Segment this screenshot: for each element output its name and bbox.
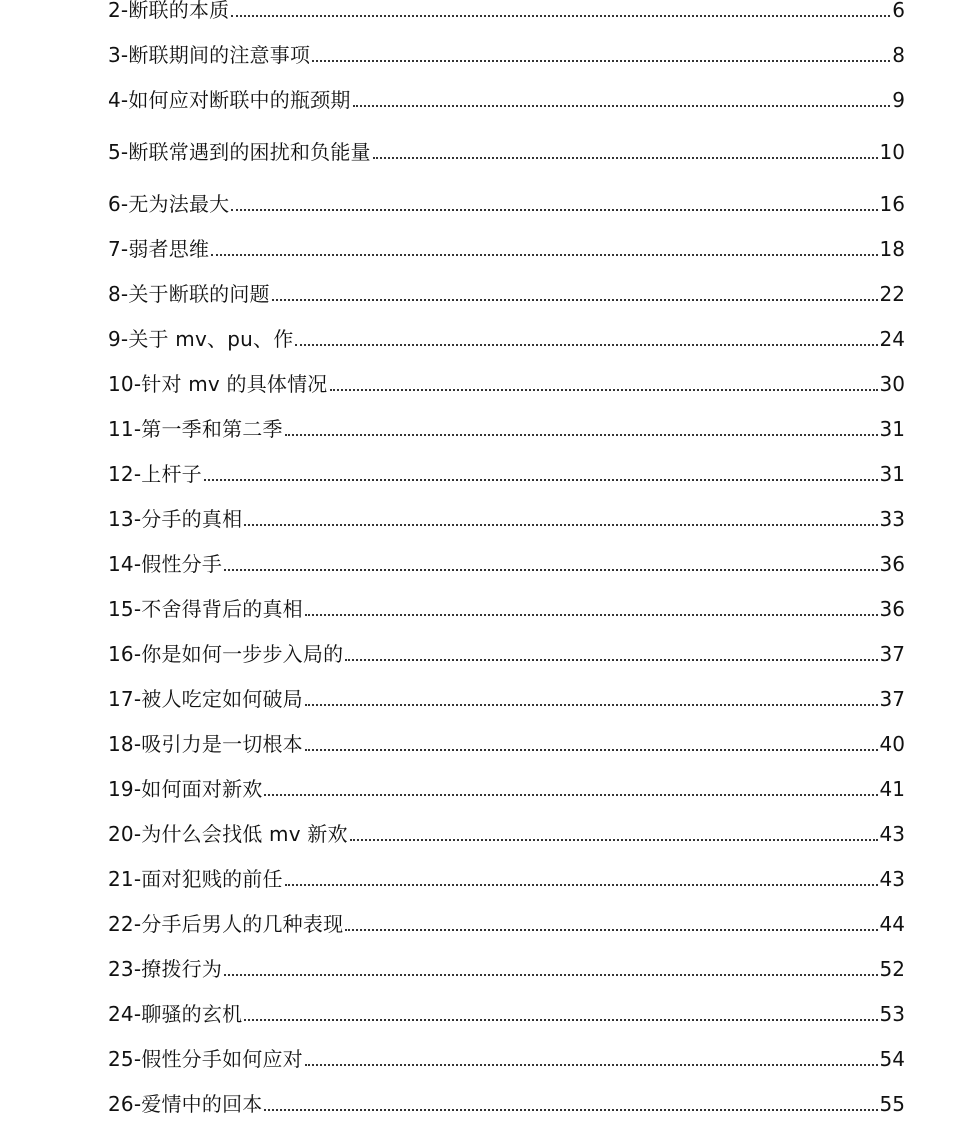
toc-dot-leader bbox=[350, 839, 878, 841]
toc-entry-page: 33 bbox=[879, 507, 905, 531]
toc-dot-leader bbox=[305, 704, 878, 706]
toc-entry[interactable] bbox=[108, 546, 905, 576]
toc-entry-page: 8 bbox=[892, 43, 905, 67]
toc-dot-leader bbox=[204, 479, 878, 481]
toc-entry[interactable] bbox=[108, 996, 905, 1026]
toc-dot-leader bbox=[295, 344, 877, 346]
toc-entry[interactable] bbox=[108, 411, 905, 441]
toc-entry[interactable] bbox=[108, 276, 905, 306]
toc-dot-leader bbox=[231, 209, 877, 211]
toc-entry[interactable] bbox=[108, 816, 905, 846]
toc-entry-page: 31 bbox=[879, 462, 905, 486]
toc-entry-title: 6-无为法最大 bbox=[108, 192, 230, 216]
toc-entry-title: 22-分手后男人的几种表现 bbox=[108, 912, 344, 936]
toc-entry-title: 23-撩拨行为 bbox=[108, 957, 223, 981]
toc-entry-page: 31 bbox=[879, 417, 905, 441]
toc-entry-page: 41 bbox=[879, 777, 905, 801]
toc-entry[interactable] bbox=[108, 456, 905, 486]
toc-entry-title: 4-如何应对断联中的瓶颈期 bbox=[108, 88, 351, 112]
toc-dot-leader bbox=[373, 157, 878, 159]
toc-entry[interactable] bbox=[108, 186, 905, 216]
toc-entry-page: 24 bbox=[879, 327, 905, 351]
toc-entry[interactable] bbox=[108, 501, 905, 531]
toc-entry[interactable] bbox=[108, 591, 905, 621]
toc-entry-page: 18 bbox=[879, 237, 905, 261]
toc-dot-leader bbox=[231, 15, 890, 17]
toc-entry-page: 55 bbox=[879, 1092, 905, 1116]
toc-entry[interactable] bbox=[108, 321, 905, 351]
toc-dot-leader bbox=[211, 254, 877, 256]
toc-entry-page: 54 bbox=[879, 1047, 905, 1071]
toc-entry-title: 16-你是如何一步步入局的 bbox=[108, 642, 344, 666]
toc-dot-leader bbox=[330, 389, 878, 391]
toc-entry[interactable] bbox=[108, 951, 905, 981]
toc-entry-title: 7-弱者思维 bbox=[108, 237, 210, 261]
toc-entry[interactable] bbox=[108, 231, 905, 261]
toc-entry-page: 40 bbox=[879, 732, 905, 756]
toc-dot-leader bbox=[345, 659, 877, 661]
toc-entry-title: 19-如何面对新欢 bbox=[108, 777, 263, 801]
toc-entry-title: 17-被人吃定如何破局 bbox=[108, 687, 303, 711]
toc-entry-title: 12-上杆子 bbox=[108, 462, 202, 486]
toc-entry[interactable] bbox=[108, 771, 905, 801]
toc-entry[interactable] bbox=[108, 906, 905, 936]
toc-entry-title: 18-吸引力是一切根本 bbox=[108, 732, 303, 756]
toc-entry-page: 22 bbox=[879, 282, 905, 306]
toc-dot-leader bbox=[305, 1064, 878, 1066]
toc-entry-page: 43 bbox=[879, 822, 905, 846]
toc-entry[interactable] bbox=[108, 681, 905, 711]
toc-entry-page: 44 bbox=[879, 912, 905, 936]
toc-entry-title: 10-针对 mv 的具体情况 bbox=[108, 372, 328, 396]
toc-dot-leader bbox=[285, 884, 878, 886]
toc-entry-page: 36 bbox=[879, 597, 905, 621]
toc-entry-title: 9-关于 mv、pu、作 bbox=[108, 327, 294, 351]
toc-dot-leader bbox=[264, 1109, 877, 1111]
toc-entry-page: 16 bbox=[879, 192, 905, 216]
toc-dot-leader bbox=[353, 105, 891, 107]
toc-entry[interactable] bbox=[108, 37, 905, 67]
toc-entry[interactable] bbox=[108, 134, 905, 164]
toc-dot-leader bbox=[272, 299, 878, 301]
toc-entry[interactable] bbox=[108, 861, 905, 891]
toc-entry-title: 25-假性分手如何应对 bbox=[108, 1047, 303, 1071]
toc-entry-title: 2-断联的本质 bbox=[108, 0, 230, 22]
toc-entry[interactable] bbox=[108, 1086, 905, 1116]
toc-dot-leader bbox=[224, 569, 877, 571]
toc-dot-leader bbox=[244, 1019, 877, 1021]
toc-entry-page: 9 bbox=[892, 88, 905, 112]
toc-dot-leader bbox=[224, 974, 877, 976]
toc-entry-title: 11-第一季和第二季 bbox=[108, 417, 283, 441]
toc-entry[interactable] bbox=[108, 1041, 905, 1071]
toc-entry-title: 8-关于断联的问题 bbox=[108, 282, 270, 306]
toc-entry-page: 52 bbox=[879, 957, 905, 981]
table-of-contents bbox=[108, 0, 905, 1125]
toc-entry[interactable] bbox=[108, 366, 905, 396]
toc-entry-title: 3-断联期间的注意事项 bbox=[108, 43, 311, 67]
toc-entry-page: 6 bbox=[892, 0, 905, 22]
toc-entry[interactable] bbox=[108, 636, 905, 666]
toc-entry[interactable] bbox=[108, 0, 905, 22]
toc-entry-title: 14-假性分手 bbox=[108, 552, 223, 576]
toc-entry-title: 5-断联常遇到的困扰和负能量 bbox=[108, 140, 371, 164]
toc-dot-leader bbox=[285, 434, 878, 436]
toc-dot-leader bbox=[345, 929, 877, 931]
toc-entry-title: 20-为什么会找低 mv 新欢 bbox=[108, 822, 348, 846]
toc-entry-title: 24-聊骚的玄机 bbox=[108, 1002, 243, 1026]
toc-entry-page: 30 bbox=[879, 372, 905, 396]
toc-entry-title: 26-爱情中的回本 bbox=[108, 1092, 263, 1116]
toc-entry-page: 36 bbox=[879, 552, 905, 576]
toc-entry-title: 13-分手的真相 bbox=[108, 507, 243, 531]
toc-entry-page: 37 bbox=[879, 642, 905, 666]
toc-dot-leader bbox=[305, 749, 878, 751]
toc-dot-leader bbox=[312, 60, 890, 62]
toc-entry-title: 15-不舍得背后的真相 bbox=[108, 597, 303, 621]
toc-entry-page: 53 bbox=[879, 1002, 905, 1026]
toc-dot-leader bbox=[264, 794, 877, 796]
toc-dot-leader bbox=[244, 524, 877, 526]
toc-entry[interactable] bbox=[108, 726, 905, 756]
toc-entry-page: 10 bbox=[879, 140, 905, 164]
toc-dot-leader bbox=[305, 614, 878, 616]
toc-entry-page: 43 bbox=[879, 867, 905, 891]
toc-entry[interactable] bbox=[108, 82, 905, 112]
toc-entry-title: 21-面对犯贱的前任 bbox=[108, 867, 283, 891]
toc-entry-page: 37 bbox=[879, 687, 905, 711]
